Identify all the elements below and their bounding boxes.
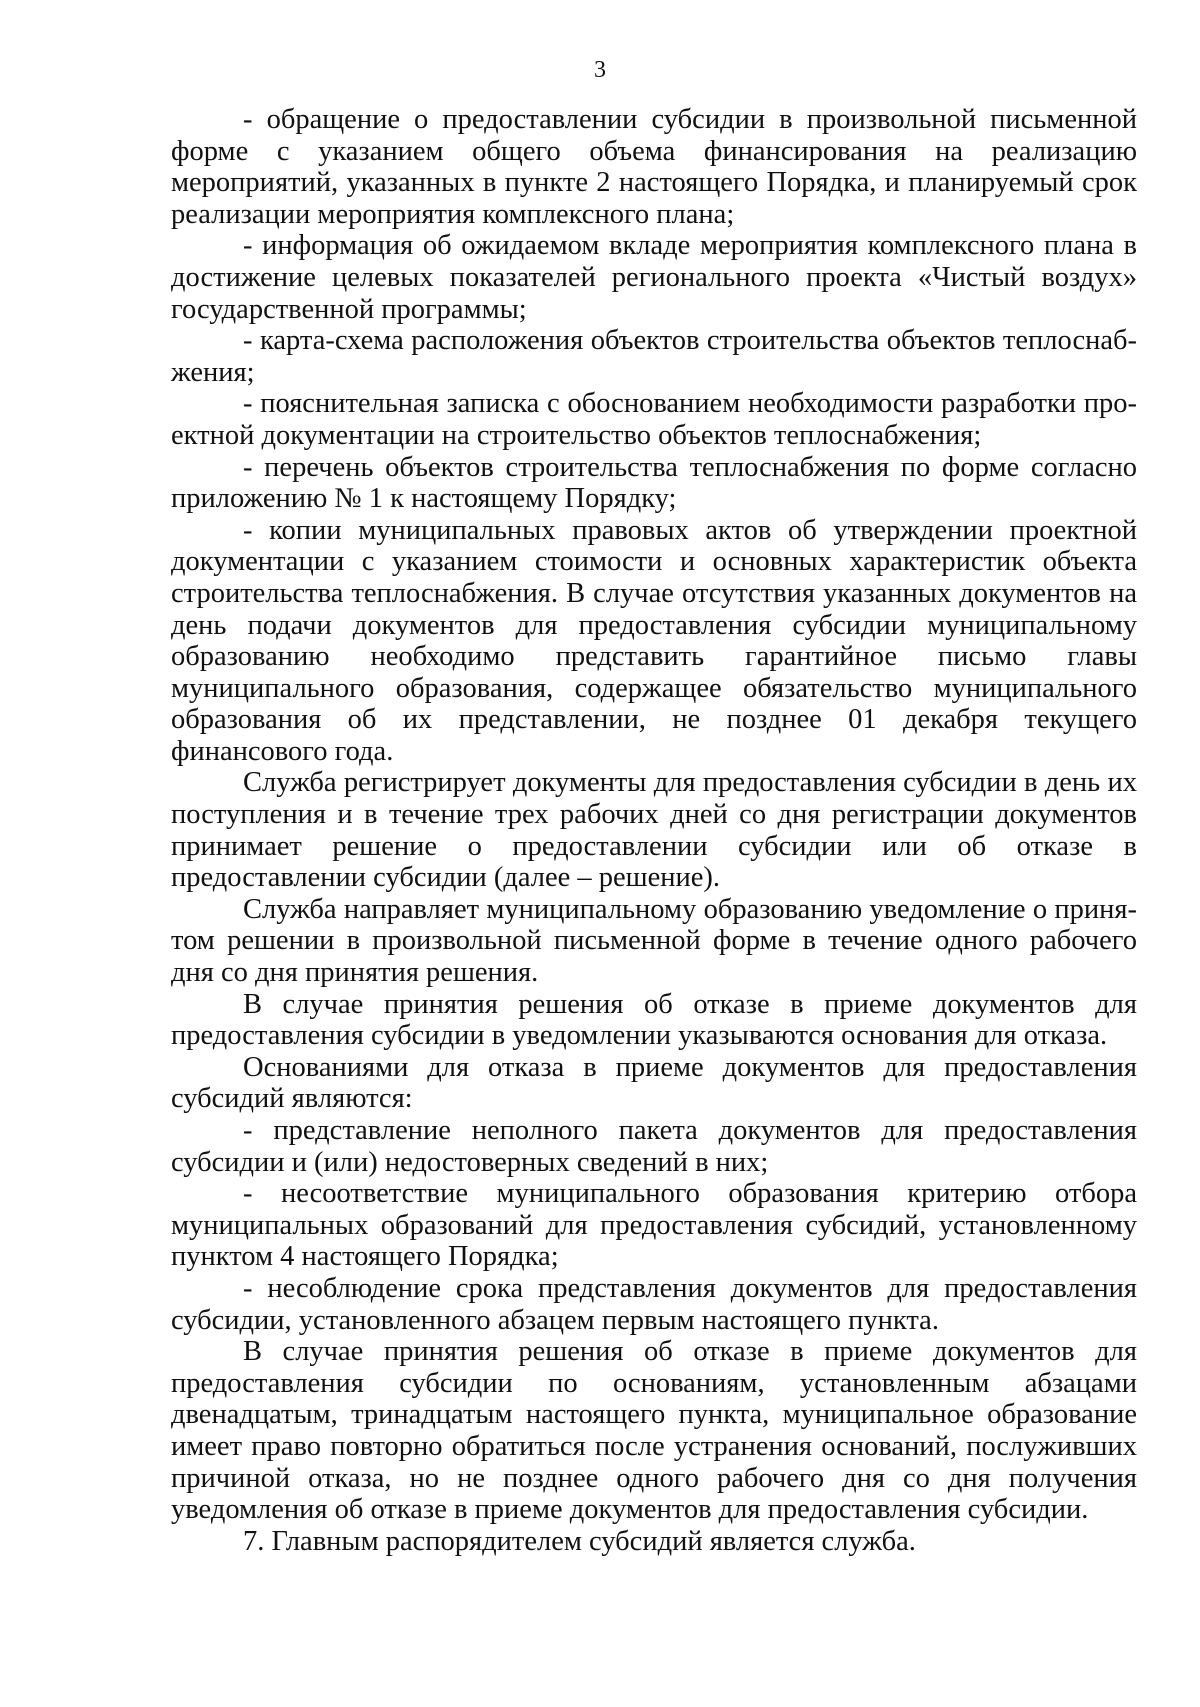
paragraph-criteria-mismatch: - несоответствие муниципального образования критерию отбора муниципальных образований для предоставления субсидий, установленному пунктом 4 настоящего Порядка; (171, 1178, 1137, 1273)
paragraph-application-letter: - обращение о предоставлении субсидии в произвольной письменной форме с указанием общего объема финансирования на реализацию мероприятий, указанных в пункте 2 настоящего Порядка, и планируемый срок реализации мероприятия комплексного плана; (171, 104, 1137, 230)
paragraph-refusal-reasons-notice: В случае принятия решения об отказе в приеме документов для предоставления субсидии в уведомлении указываются основания для отказа. (171, 988, 1137, 1052)
paragraph-refusal-grounds-heading: Основаниями для отказа в приеме документов для предоставления субсидий являются: (171, 1051, 1137, 1115)
paragraph-resubmission-right: В случае принятия решения об отказе в приеме документов для предоставления субсидии по основаниям, установленным абзацами двенадцатым, тринадцатым настоящего пункта, муниципальное образование имеет право повторно обратиться после устранения оснований, послуживших причиной отказа, но не позднее одного рабочего дня со дня получения уведомления об отказе в приеме документов для предоставления субсидии. (171, 1336, 1137, 1526)
page-number: 3 (594, 57, 606, 83)
paragraph-incomplete-package: - представление неполного пакета документов для предоставления субсидии и (или) недостоверных сведений в них; (171, 1115, 1137, 1178)
paragraph-expected-contribution: - информация об ожидаемом вкладе мероприятия комплексного плана в достижение целевых показателей регионального проекта «Чистый воздух» государственной программы; (171, 230, 1137, 325)
paragraph-document-registration: Служба регистрирует документы для предоставления субсидии в день их поступления и в течение трех рабочих дней со дня регистрации документов принимает решение о предоставлении субсидии или об отказе в предоставлении субсидии (далее – решение). (171, 767, 1137, 894)
paragraph-object-list: - перечень объектов строительства теплоснабжения по форме согласно приложению № 1 к настоящему Порядку; (171, 451, 1137, 515)
paragraph-legal-act-copies: - копии муниципальных правовых актов об утверждении проектной документации с указанием стоимости и основных характеристик объекта строительства теплоснабжения. В случае отсутствия указанных документов на день подачи документов для предоставления субсидии муниципальному образованию необходимо представить гарантийное письмо главы муниципального образования, содержащее обязательство муниципального образования об их представлении, не позднее 01 декабря текущего финансового года. (171, 514, 1137, 767)
paragraph-location-map: - карта-схема расположения объектов строительства объектов теплоснабжения; (171, 325, 1137, 388)
paragraph-deadline-violation: - несоблюдение срока представления документов для предоставления субсидии, установленного абзацем первым настоящего пункта. (171, 1272, 1137, 1336)
paragraph-decision-notification: Служба направляет муниципальному образованию уведомление о принятом решении в произвольной письменной форме в течение одного рабочего дня со дня принятия решения. (171, 893, 1137, 989)
document-body (171, 104, 1137, 1557)
paragraph-explanatory-note: - пояснительная записка с обоснованием необходимости разработки проектной документации на строительство объектов теплоснабжения; (171, 388, 1137, 451)
paragraph-chief-administrator: 7. Главным распорядителем субсидий является служба. (243, 1525, 916, 1557)
